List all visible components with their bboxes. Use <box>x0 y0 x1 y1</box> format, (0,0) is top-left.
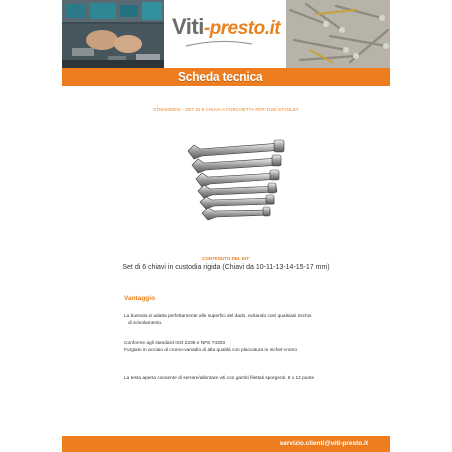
site-logo[interactable] <box>172 14 280 40</box>
paragraph-line: di scivolamento. <box>128 321 163 326</box>
advantage-paragraph-1 <box>124 313 360 327</box>
logo-area <box>164 0 286 68</box>
logo-accent-text: -presto.it <box>203 18 281 39</box>
header-banner <box>62 0 390 68</box>
logo-main-text: Viti <box>172 14 204 39</box>
section-title-vantaggio: Vantaggio <box>124 295 156 302</box>
footer-bar <box>62 436 390 452</box>
contents-description: Set di 6 chiavi in custodia rigida (Chiavi da 10-11-13-14-15-17 mm) <box>122 264 330 271</box>
tools-photo-image <box>62 0 164 68</box>
wrench-set-image <box>170 125 290 225</box>
paragraph-line: La bussola si adatta perfettamente alle superfici del dado, evitando così qualsiasi rischio <box>124 314 312 319</box>
page-title: Scheda tecnica <box>178 69 263 84</box>
footer-email-link[interactable]: servizio.clienti@viti-presto.it <box>279 440 368 447</box>
logo-swoosh-icon <box>184 40 254 48</box>
paragraph-line: Conforme agli standard ISO 2236 e NFE 74303 <box>124 341 226 346</box>
title-bar <box>62 68 390 86</box>
advantage-paragraph-2 <box>124 340 360 354</box>
paragraph-line: Forgiato in acciaio al cromo-vanadio di alta qualità con placcatura in nichel-cromo <box>124 348 298 353</box>
advantage-paragraph-3: La testa aperta consente di serrare/allentare viti con gambi filettati sporgenti. 6 x 12 punte <box>124 376 315 381</box>
screws-photo-image <box>286 0 390 68</box>
contents-label: CONTENUTO DEL KIT: <box>201 256 251 261</box>
product-code: STN000000X - SET DI 6 CHIAVI A FORCHETTA PER TUBI STANLEY <box>152 107 300 112</box>
